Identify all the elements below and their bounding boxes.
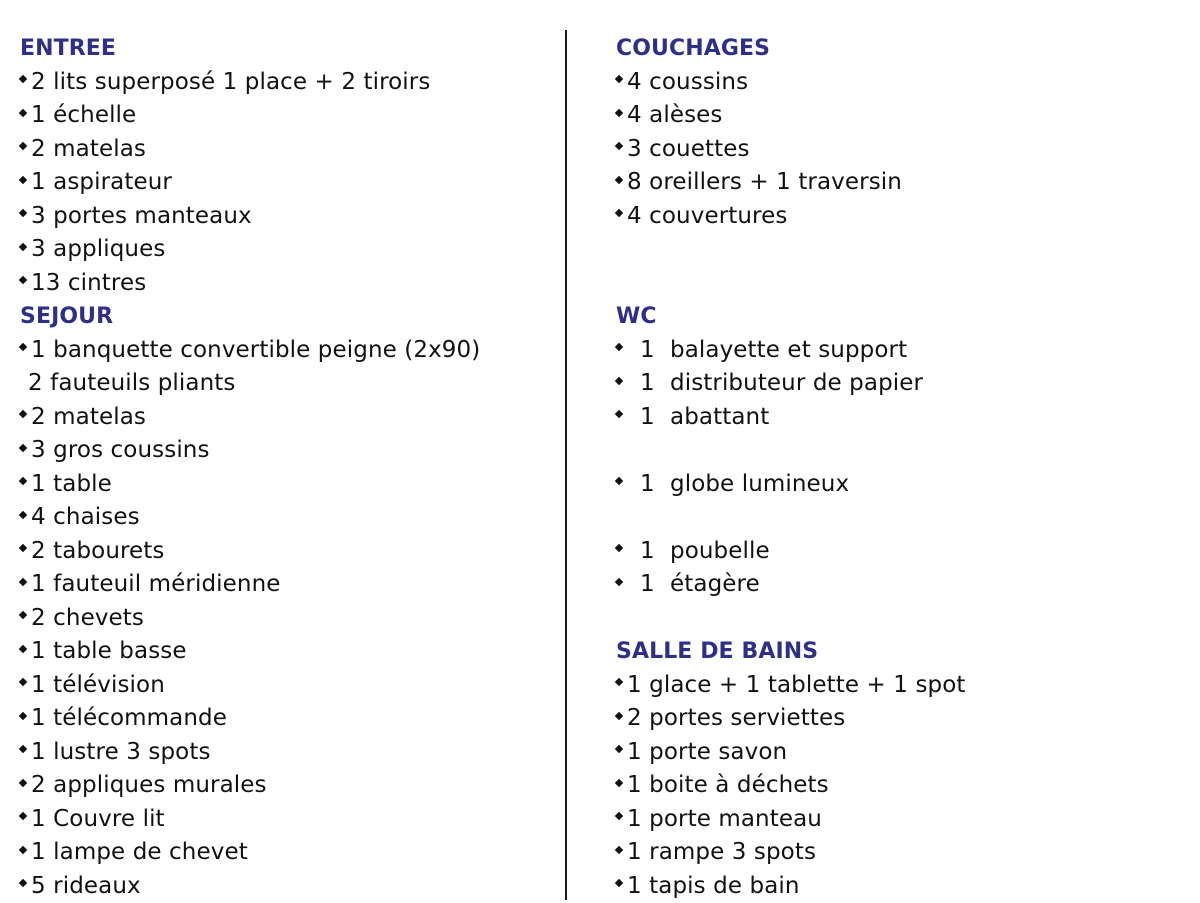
diamond-bullet-icon [615, 678, 623, 686]
spacer [616, 501, 1186, 535]
diamond-bullet-icon [19, 544, 27, 552]
list-item: 1 lampe de chevet [20, 836, 550, 870]
list-item: 1 globe lumineux [616, 468, 1186, 502]
list-item: 1 table basse [20, 635, 550, 669]
diamond-bullet-icon [19, 209, 27, 217]
diamond-bullet-icon [615, 544, 623, 552]
diamond-bullet-icon [19, 142, 27, 150]
list-item: 1 porte savon [616, 736, 1186, 770]
diamond-bullet-icon [615, 75, 623, 83]
list-item: 4 couvertures [616, 200, 1186, 234]
diamond-bullet-icon [19, 879, 27, 887]
list-item: 1 porte manteau [616, 803, 1186, 837]
diamond-bullet-icon [19, 75, 27, 83]
diamond-bullet-icon [615, 812, 623, 820]
diamond-bullet-icon [615, 108, 623, 116]
diamond-bullet-icon [19, 477, 27, 485]
list-item: 4 alèses [616, 99, 1186, 133]
diamond-bullet-icon [615, 175, 623, 183]
list-item: 1 télécommande [20, 702, 550, 736]
list-item: 1 télévision [20, 669, 550, 703]
diamond-bullet-icon [19, 745, 27, 753]
list-item: 2 matelas [20, 401, 550, 435]
diamond-bullet-icon [615, 845, 623, 853]
list-item: 8 oreillers + 1 traversin [616, 166, 1186, 200]
diamond-bullet-icon [19, 510, 27, 518]
list-item: 1 banquette convertible peigne (2x90) [20, 334, 550, 368]
list-item: 2 fauteuils pliants [20, 367, 550, 401]
diamond-bullet-icon [615, 745, 623, 753]
diamond-bullet-icon [615, 343, 623, 351]
list-item: 13 cintres [20, 267, 550, 301]
diamond-bullet-icon [19, 242, 27, 250]
diamond-bullet-icon [615, 879, 623, 887]
diamond-bullet-icon [19, 343, 27, 351]
list-item: 1 fauteuil méridienne [20, 568, 550, 602]
list-item: 1 aspirateur [20, 166, 550, 200]
list-item: 2 tabourets [20, 535, 550, 569]
diamond-bullet-icon [19, 410, 27, 418]
list-item: 2 matelas [20, 133, 550, 167]
list-item: 3 appliques [20, 233, 550, 267]
list-item: 2 lits superposé 1 place + 2 tiroirs [20, 66, 550, 100]
diamond-bullet-icon [19, 577, 27, 585]
spacer [616, 233, 1186, 267]
list-item: 1 distributeur de papier [616, 367, 1186, 401]
diamond-bullet-icon [615, 577, 623, 585]
spacer [616, 434, 1186, 468]
spacer [616, 267, 1186, 301]
right-column [616, 32, 1186, 903]
list-item: 1 glace + 1 tablette + 1 spot [616, 669, 1186, 703]
list-item: 1 boite à déchets [616, 769, 1186, 803]
list-item: 1 poubelle [616, 535, 1186, 569]
diamond-bullet-icon [19, 812, 27, 820]
diamond-bullet-icon [615, 778, 623, 786]
section-heading-sejour: SEJOUR [20, 300, 550, 334]
list-item: 1 étagère [616, 568, 1186, 602]
diamond-bullet-icon [19, 778, 27, 786]
left-column [20, 32, 550, 903]
section-heading-wc: WC [616, 300, 1186, 334]
list-item: 1 échelle [20, 99, 550, 133]
diamond-bullet-icon [615, 376, 623, 384]
list-item: 1 rampe 3 spots [616, 836, 1186, 870]
list-item: 4 coussins [616, 66, 1186, 100]
diamond-bullet-icon [615, 477, 623, 485]
list-item: 1 abattant [616, 401, 1186, 435]
diamond-bullet-icon [615, 142, 623, 150]
list-item: 5 rideaux [20, 870, 550, 903]
diamond-bullet-icon [19, 108, 27, 116]
diamond-bullet-icon [19, 678, 27, 686]
list-item: 1 lustre 3 spots [20, 736, 550, 770]
list-item: 1 tapis de bain [616, 870, 1186, 903]
diamond-bullet-icon [19, 443, 27, 451]
diamond-bullet-icon [615, 711, 623, 719]
diamond-bullet-icon [615, 209, 623, 217]
diamond-bullet-icon [19, 845, 27, 853]
diamond-bullet-icon [19, 644, 27, 652]
diamond-bullet-icon [615, 410, 623, 418]
list-item: 1 table [20, 468, 550, 502]
section-heading-couchages: COUCHAGES [616, 32, 1186, 66]
section-heading-salle-de-bains: SALLE DE BAINS [616, 635, 1186, 669]
column-divider [565, 30, 567, 900]
diamond-bullet-icon [19, 611, 27, 619]
list-item: 3 gros coussins [20, 434, 550, 468]
diamond-bullet-icon [19, 276, 27, 284]
list-item: 4 chaises [20, 501, 550, 535]
diamond-bullet-icon [19, 711, 27, 719]
list-item: 3 portes manteaux [20, 200, 550, 234]
diamond-bullet-icon [19, 175, 27, 183]
list-item: 2 chevets [20, 602, 550, 636]
list-item: 2 portes serviettes [616, 702, 1186, 736]
spacer [616, 602, 1186, 636]
list-item: 1 balayette et support [616, 334, 1186, 368]
list-item: 2 appliques murales [20, 769, 550, 803]
list-item: 1 Couvre lit [20, 803, 550, 837]
section-heading-entree: ENTREE [20, 32, 550, 66]
list-item: 3 couettes [616, 133, 1186, 167]
